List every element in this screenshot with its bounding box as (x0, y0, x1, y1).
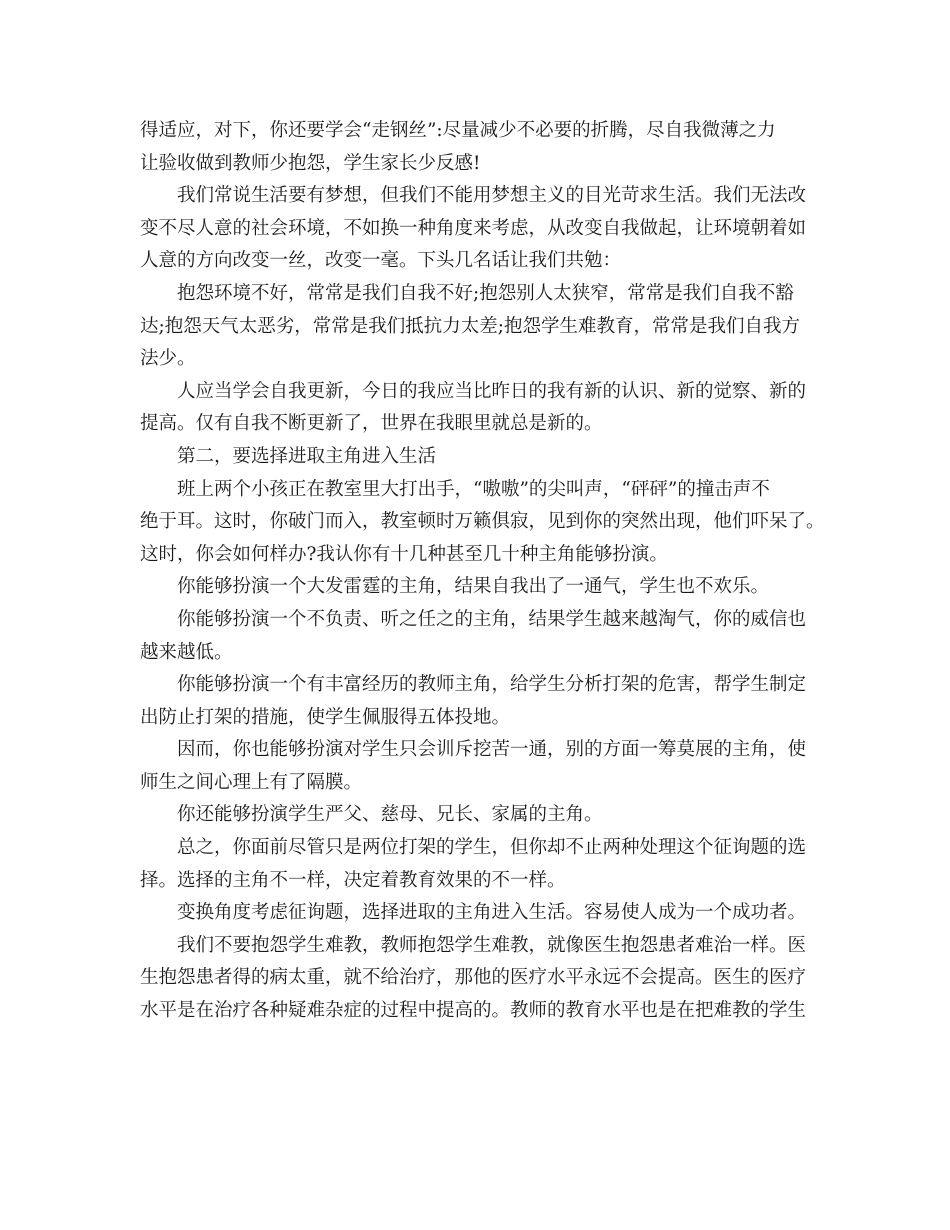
text-line: 变换角度考虑征询题，选择进取的主角进入生活。容易使人成为一个成功者。 (177, 902, 807, 924)
text-line: 你能够扮演一个有丰富经历的教师主角，给学生分析打架的危害，帮学生制定 (177, 674, 807, 696)
text-line: 人应当学会自我更新，今日的我应当比昨日的我有新的认识、新的觉察、新的 (177, 380, 807, 402)
text-line: 生抱怨患者得的病太重，就不给治疗，那他的医疗水平永远不会提高。医生的医疗 (140, 967, 807, 989)
text-line: 越来越低。 (140, 641, 233, 663)
text-line: 你能够扮演一个大发雷霆的主角，结果自我出了一通气，学生也不欢乐。 (177, 576, 770, 598)
text-line: 班上两个小孩正在教室里大打出手，“嗷嗷”的尖叫声，“砰砰”的撞击声不 (177, 478, 770, 500)
text-line: 让验收做到教师少抱怨，学生家长少反感! (140, 152, 481, 174)
text-line: 提高。仅有自我不断更新了，世界在我眼里就总是新的。 (140, 413, 603, 435)
text-line: 绝于耳。这时，你破门而入，教室顿时万籁俱寂，见到你的突然出现，他们吓呆了。 (140, 511, 825, 533)
body-text (140, 115, 830, 1028)
text-line: 人意的方向改变一丝，改变一毫。下头几名话让我们共勉： (140, 250, 622, 272)
text-line: 我们不要抱怨学生难教，教师抱怨学生难教，就像医生抱怨患者难治一样。医 (177, 934, 807, 956)
text-line: 师生之间心理上有了隔膜。 (140, 771, 363, 793)
text-line: 水平是在治疗各种疑难杂症的过程中提高的。教师的教育水平也是在把难教的学生 (140, 1000, 807, 1022)
text-line: 我们常说生活要有梦想，但我们不能用梦想主义的目光苛求生活。我们无法改 (177, 185, 807, 207)
text-line: 抱怨环境不好，常常是我们自我不好;抱怨别人太狭窄，常常是我们自我不豁 (177, 282, 794, 304)
text-line: 法少。 (140, 348, 196, 370)
text-line: 你还能够扮演学生严父、慈母、兄长、家属的主角。 (177, 804, 603, 826)
text-line: 得适应，对下，你还要学会“走钢丝”:尽量减少不必要的折腾，尽自我微薄之力 (140, 120, 776, 141)
text-line: 因而，你也能够扮演对学生只会训斥挖苦一通，别的方面一筹莫展的主角，使 (177, 739, 807, 761)
text-line: 择。选择的主角不一样，决定着教育效果的不一样。 (140, 869, 566, 891)
text-line: 出防止打架的措施，使学生佩服得五体投地。 (140, 706, 511, 728)
text-line: 这时，你会如何样办?我认你有十几种甚至几十种主角能够扮演。 (140, 543, 668, 565)
text-line: 达;抱怨天气太恶劣，常常是我们抵抗力太差;抱怨学生难教育，常常是我们自我方 (140, 315, 800, 337)
text-line: 第二，要选择进取主角进入生活 (177, 445, 437, 467)
text-line: 变不尽人意的社会环境，不如换一种角度来考虑，从改变自我做起，让环境朝着如 (140, 217, 807, 239)
text-line: 你能够扮演一个不负责、听之任之的主角，结果学生越来越淘气，你的威信也 (177, 608, 807, 630)
text-line: 总之，你面前尽管只是两位打架的学生，但你却不止两种处理这个征询题的选 (177, 837, 807, 859)
